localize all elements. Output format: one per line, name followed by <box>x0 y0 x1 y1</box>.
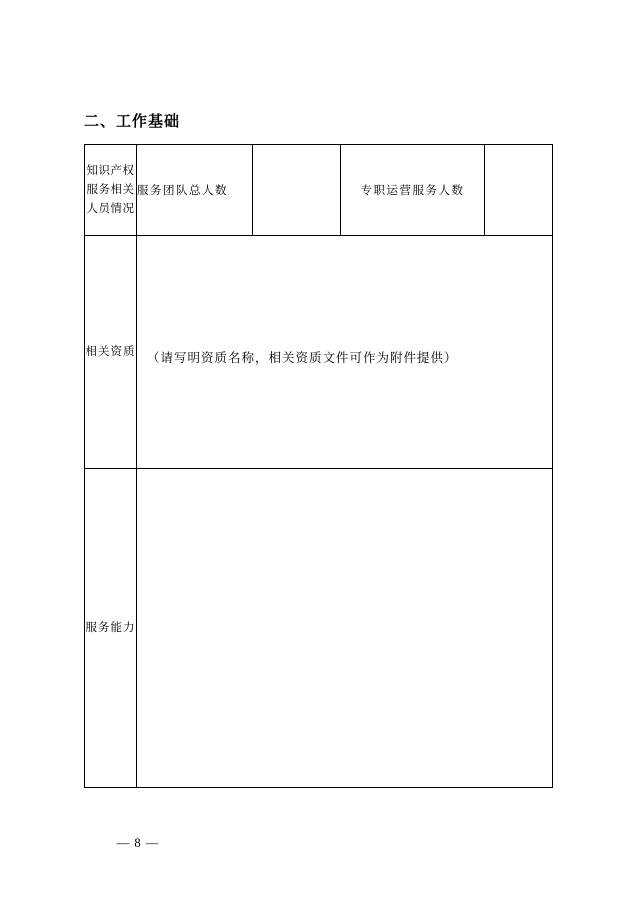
work-basis-form-table <box>84 144 553 788</box>
page-footer <box>0 836 636 851</box>
field-label-team-total: 服务团队总人数 <box>137 145 253 236</box>
page-number: — 8 — <box>116 836 160 850</box>
qualification-cell[interactable] <box>137 236 553 469</box>
table-row <box>85 469 553 788</box>
table-row <box>85 236 553 469</box>
table-row <box>85 145 553 236</box>
field-input-team-total[interactable] <box>253 145 341 236</box>
qualification-hint: （请写明资质名称，相关资质文件可作为附件提供） <box>147 351 458 365</box>
page-title: 二、工作基础 <box>84 113 181 130</box>
field-input-fulltime-ops[interactable] <box>485 145 553 236</box>
row-label-qualification: 相关资质 <box>85 236 137 469</box>
row-label-personnel: 知识产权服务相关人员情况 <box>85 145 137 236</box>
field-label-fulltime-ops: 专职运营服务人数 <box>341 145 485 236</box>
capability-cell[interactable] <box>137 469 553 788</box>
row-label-capability: 服务能力 <box>85 469 137 788</box>
capability-hint <box>137 622 552 634</box>
